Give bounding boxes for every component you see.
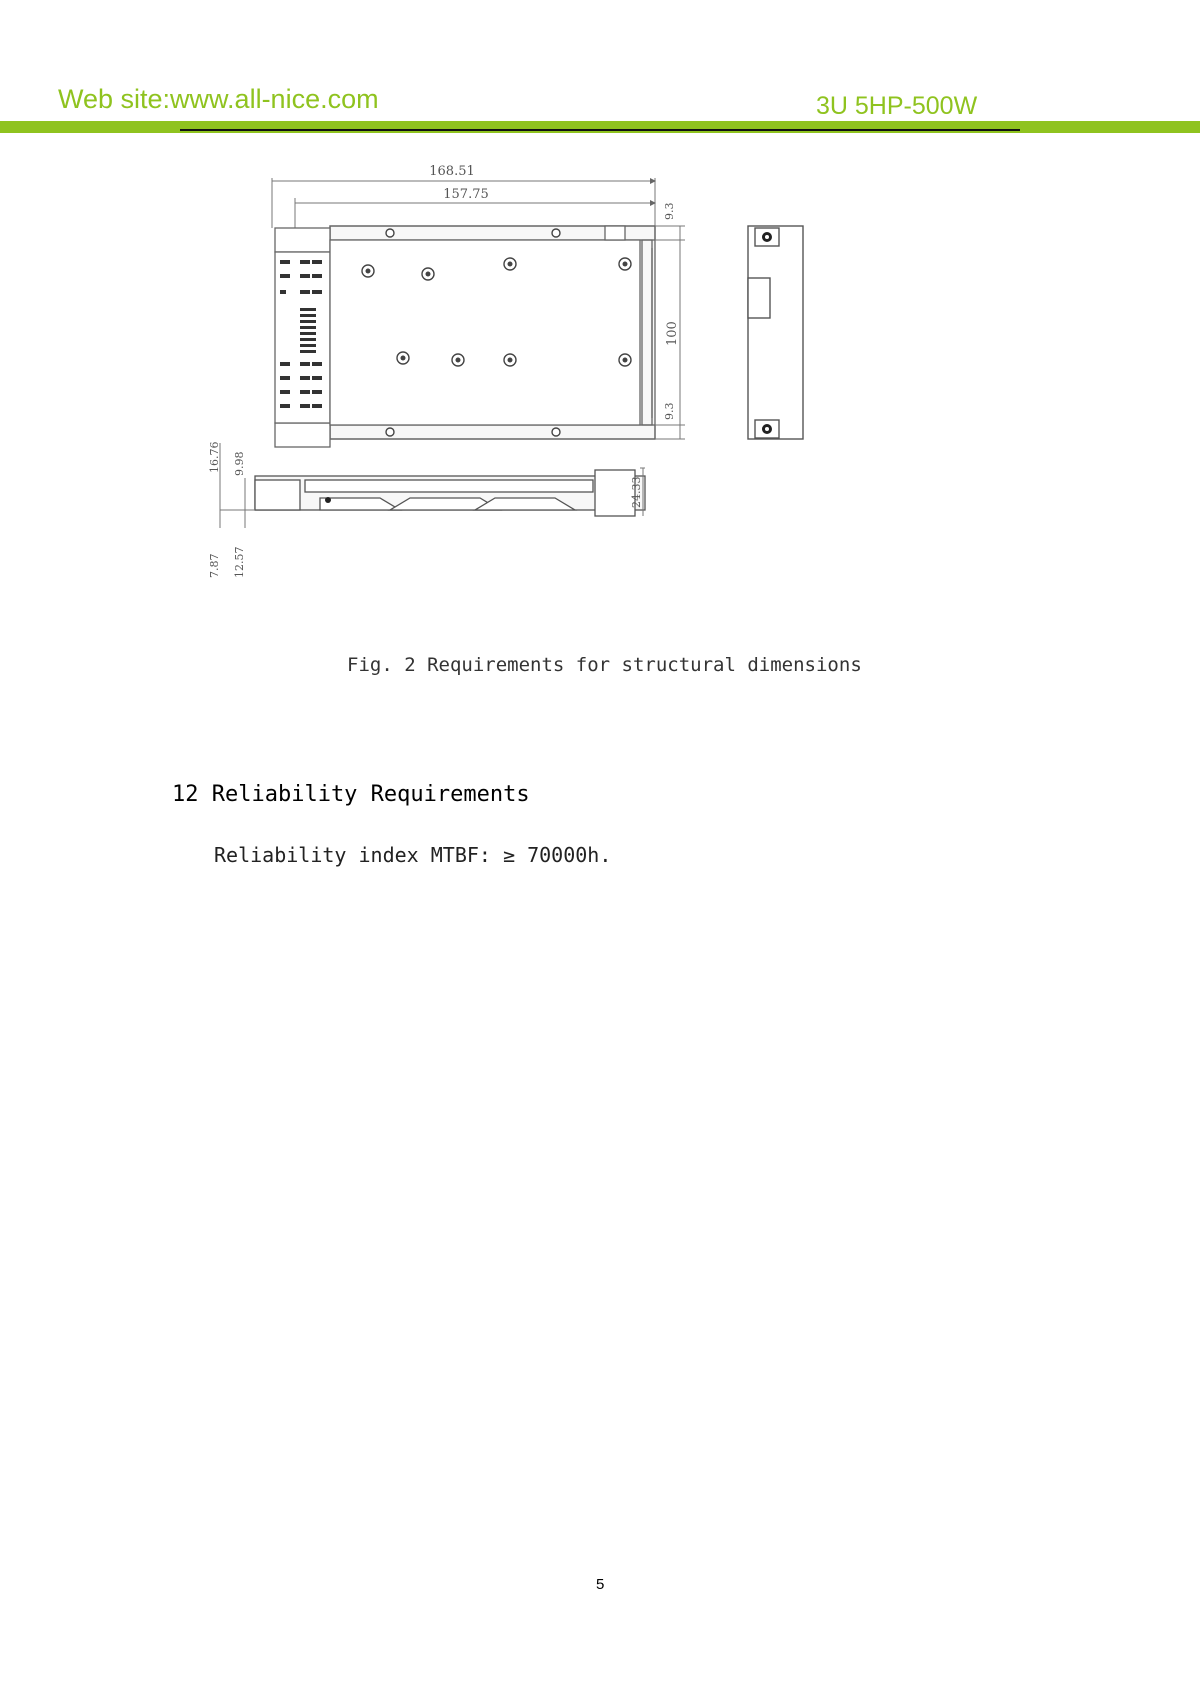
- figure-caption: Fig. 2 Requirements for structural dimensions: [347, 654, 862, 676]
- dim-overall-length: 168.51: [429, 164, 475, 179]
- dim-left-b: 9.98: [233, 451, 246, 476]
- dim-thickness: 24.33: [630, 476, 643, 508]
- dim-bottom-a: 7.87: [208, 553, 221, 578]
- header-rule: [180, 129, 1020, 131]
- header-model: 3U 5HP-500W: [816, 92, 978, 120]
- side-view: [255, 470, 645, 516]
- section-body: Reliability index MTBF: ≥ 70000h.: [214, 843, 612, 867]
- end-view: [748, 226, 803, 439]
- dim-inner-length: 157.75: [443, 187, 489, 202]
- dim-top-offset: 9.3: [663, 202, 676, 220]
- page-number: 5: [596, 1576, 605, 1593]
- header-green-bar: [0, 121, 1200, 133]
- header-website[interactable]: Web site:www.all-nice.com: [58, 84, 379, 114]
- dim-bottom-b: 12.57: [233, 546, 246, 578]
- top-view: [275, 226, 655, 447]
- drawing-svg: [200, 158, 820, 638]
- section-heading: 12 Reliability Requirements: [172, 782, 530, 807]
- dim-height: 100: [665, 321, 680, 346]
- dim-bottom-offset: 9.3: [663, 402, 676, 420]
- dim-left-a: 16.76: [208, 441, 221, 473]
- structural-dimensions-drawing: [200, 158, 820, 638]
